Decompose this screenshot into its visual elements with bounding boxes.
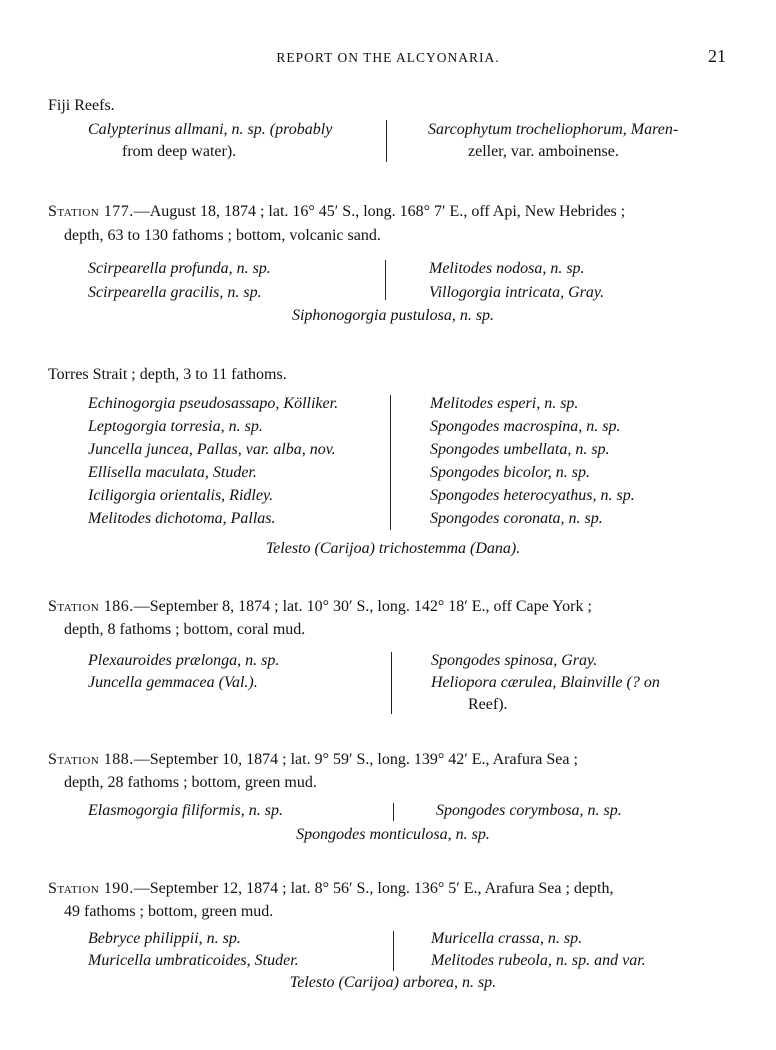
station-details: —September 10, 1874 ; lat. 9° 59′ S., long. 139° 42′ E., Arafura Sea ;: [133, 751, 578, 768]
species-right-3: Spongodes umbellata, n. sp.: [430, 441, 610, 458]
column-divider: [386, 120, 387, 162]
station-188-line-1: [48, 750, 578, 770]
page-header: [0, 46, 776, 68]
station-label: Station 190.: [48, 880, 134, 897]
species-right-1: Spongodes spinosa, Gray.: [431, 652, 598, 669]
species-right-1: Melitodes esperi, n. sp.: [430, 395, 579, 412]
species-left-1: Plexauroides prælonga, n. sp.: [88, 652, 280, 669]
species-left-4: Ellisella maculata, Studer.: [88, 464, 257, 481]
column-divider: [393, 931, 394, 971]
fiji-left-2: from deep water).: [122, 143, 237, 160]
species-right-5: Spongodes heterocyathus, n. sp.: [430, 487, 635, 504]
species-center: Telesto (Carijoa) trichostemma (Dana).: [265, 540, 521, 557]
species-left-3: Juncella juncea, Pallas, var. alba, nov.: [88, 441, 336, 458]
station-label: Station 186.: [48, 598, 134, 615]
species-left-2: Muricella umbraticoides, Studer.: [88, 952, 299, 969]
station-label: Station 188.: [48, 751, 134, 768]
species-right-3: Reef).: [468, 696, 508, 713]
station-186-line-1: [48, 597, 592, 617]
species-right-1: Melitodes nodosa, n. sp.: [429, 260, 585, 277]
station-186-line-2: depth, 8 fathoms ; bottom, coral mud.: [64, 621, 306, 638]
station-188-line-2: depth, 28 fathoms ; bottom, green mud.: [64, 774, 317, 791]
fiji-section: [48, 96, 738, 171]
species-left-1: Elasmogorgia filiformis, n. sp.: [88, 802, 283, 819]
species-left-2: Juncella gemmacea (Val.).: [88, 674, 258, 691]
species-left-5: Iciligorgia orientalis, Ridley.: [88, 487, 274, 504]
fiji-right-2: zeller, var. amboinense.: [468, 143, 619, 160]
column-divider: [391, 652, 392, 714]
column-divider: [393, 803, 394, 821]
species-left-2: Scirpearella gracilis, n. sp.: [88, 284, 262, 301]
species-right-1: Spongodes corymbosa, n. sp.: [436, 802, 622, 819]
station-190-line-2: 49 fathoms ; bottom, green mud.: [64, 903, 274, 920]
species-right-2: Melitodes rubeola, n. sp. and var.: [431, 952, 646, 969]
column-divider: [385, 260, 386, 300]
page-number: 21: [708, 46, 726, 66]
fiji-left-1: Calypterinus allmani, n. sp. (probably: [88, 121, 333, 138]
station-188-section: [48, 750, 738, 850]
fiji-right-1: Sarcophytum trocheliophorum, Maren-: [428, 121, 679, 138]
species-right-1: Muricella crassa, n. sp.: [431, 930, 583, 947]
station-177-section: [48, 202, 738, 322]
station-186-section: [48, 597, 738, 717]
station-177-line-1: [48, 202, 625, 222]
species-center: Siphonogorgia pustulosa, n. sp.: [291, 307, 495, 324]
species-left-1: Bebryce philippii, n. sp.: [88, 930, 241, 947]
station-190-section: [48, 879, 738, 999]
station-label: Station 177.: [48, 203, 134, 220]
station-details: —September 12, 1874 ; lat. 8° 56′ S., long. 136° 5′ E., Arafura Sea ; depth,: [133, 880, 614, 897]
running-title: REPORT ON THE ALCYONARIA.: [276, 50, 500, 65]
species-right-4: Spongodes bicolor, n. sp.: [430, 464, 590, 481]
species-left-6: Melitodes dichotoma, Pallas.: [88, 510, 276, 527]
station-177-line-2: depth, 63 to 130 fathoms ; bottom, volcanic sand.: [64, 227, 381, 244]
station-190-line-1: [48, 879, 613, 899]
station-details: —September 8, 1874 ; lat. 10° 30′ S., long. 142° 18′ E., off Cape York ;: [133, 598, 592, 615]
species-center: Spongodes monticulosa, n. sp.: [296, 826, 490, 843]
species-right-6: Spongodes coronata, n. sp.: [430, 510, 603, 527]
species-right-2: Villogorgia intricata, Gray.: [429, 284, 605, 301]
species-left-2: Leptogorgia torresia, n. sp.: [88, 418, 263, 435]
torres-heading: Torres Strait ; depth, 3 to 11 fathoms.: [48, 366, 287, 383]
station-details: —August 18, 1874 ; lat. 16° 45′ S., long. 168° 7′ E., off Api, New Hebrides ;: [133, 203, 626, 220]
species-left-1: Echinogorgia pseudosassapo, Kölliker.: [88, 395, 339, 412]
species-center: Telesto (Carijoa) arborea, n. sp.: [289, 974, 497, 991]
fiji-heading: Fiji Reefs.: [48, 97, 115, 114]
species-left-1: Scirpearella profunda, n. sp.: [88, 260, 271, 277]
species-right-2: Heliopora cærulea, Blainville (? on: [431, 674, 660, 691]
column-divider: [390, 395, 391, 530]
torres-section: [48, 365, 738, 565]
species-right-2: Spongodes macrospina, n. sp.: [430, 418, 621, 435]
